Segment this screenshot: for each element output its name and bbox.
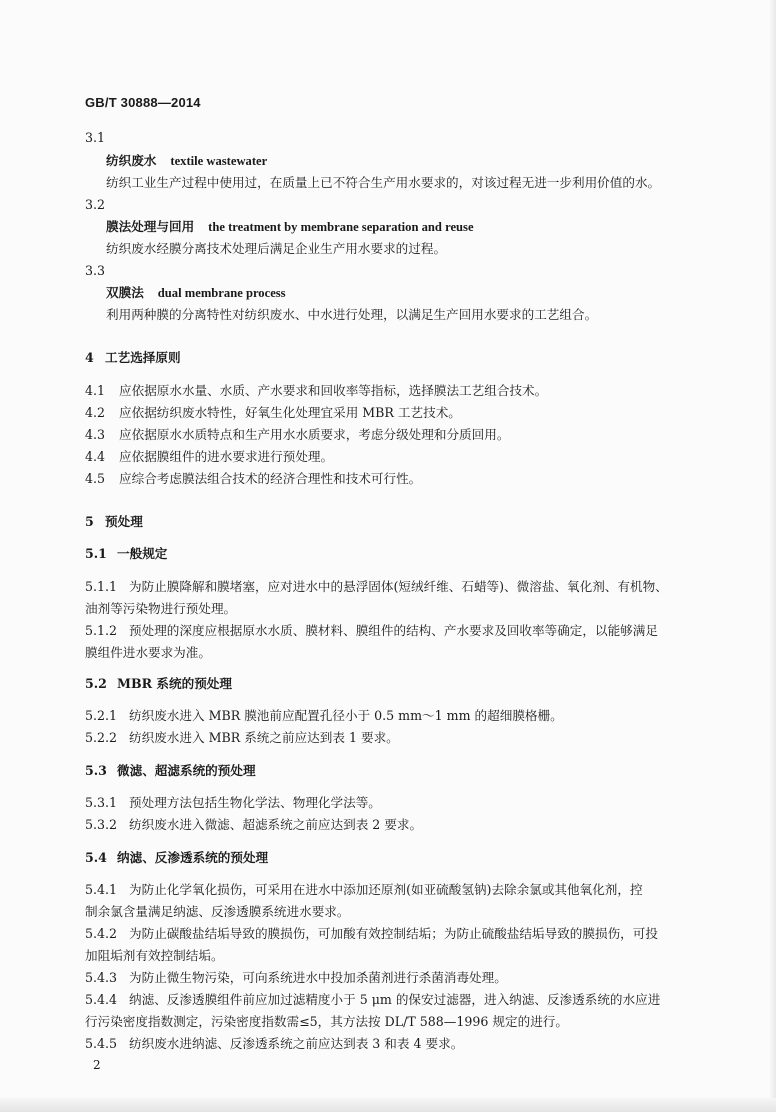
clause-number: 5.3.1 <box>85 795 118 810</box>
clause-continuation: 制余氯含量满足纳滤、反渗透膜系统进水要求。 <box>85 904 350 919</box>
term-chinese: 纺织废水 <box>106 153 157 168</box>
clause-text: 应依据纺织废水特性，好氧生化处理宜采用 MBR 工艺技术。 <box>119 405 461 420</box>
subsection-heading <box>85 673 705 695</box>
term-heading <box>106 150 726 172</box>
clause-number: 5.4.4 <box>85 992 118 1007</box>
term-number: 3.3 <box>85 263 106 278</box>
subsection-number: 5.4 <box>85 850 107 865</box>
term-chinese: 双膜法 <box>106 285 144 300</box>
clause-text: 应依据原水水量、水质、产水要求和回收率等指标，选择膜法工艺组合技术。 <box>119 383 548 398</box>
subsection-title: 微滤、超滤系统的预处理 <box>117 763 256 778</box>
term-heading <box>106 282 726 304</box>
clause <box>85 989 705 1011</box>
subsection-number: 5.2 <box>85 676 107 691</box>
subsection-title: 一般规定 <box>117 546 168 561</box>
clause-text: 纺织废水进入 MBR 膜池前应配置孔径小于 0.5 mm～1 mm 的超细膜格栅。 <box>129 708 563 723</box>
term-chinese: 膜法处理与回用 <box>106 219 195 234</box>
clause-text: 为防止化学氧化损伤，可采用在进水中添加还原剂(如亚硫酸氢钠)去除余氯或其他氧化剂，控 <box>129 882 643 897</box>
clause <box>85 620 705 642</box>
subsection-heading <box>85 847 705 869</box>
section-heading <box>85 511 705 533</box>
clause <box>85 792 705 814</box>
clause <box>85 923 705 945</box>
clause <box>85 576 705 598</box>
subsection-title: 纳滤、反渗透系统的预处理 <box>117 850 269 865</box>
clause <box>85 380 705 402</box>
subsection-number: 5.3 <box>85 763 107 778</box>
clause-number: 5.1.1 <box>85 579 118 594</box>
section-title: 预处理 <box>105 514 143 529</box>
clause-number: 5.3.2 <box>85 817 118 832</box>
page-number: 2 <box>93 1058 101 1072</box>
section-number: 4 <box>85 350 94 365</box>
clause-text: 纺织废水进纳滤、反渗透系统之前应达到表 3 和表 4 要求。 <box>129 1036 464 1051</box>
clause-continuation: 油剂等污染物进行预处理。 <box>85 601 237 616</box>
clause-text: 预处理方法包括生物化学法、物理化学法等。 <box>129 795 381 810</box>
clause <box>85 727 705 749</box>
page-edge-right <box>770 0 776 1112</box>
clause <box>85 1033 705 1055</box>
clause <box>85 446 705 468</box>
clause <box>85 424 705 446</box>
clause-number: 4.3 <box>85 427 106 442</box>
term-english: dual membrane process <box>157 286 286 300</box>
term-english: textile wastewater <box>170 154 268 168</box>
clause-continuation: 膜组件进水要求为准。 <box>85 645 211 660</box>
section-title: 工艺选择原则 <box>105 350 181 365</box>
clause-text: 为防止膜降解和膜堵塞，应对进水中的悬浮固体(短绒纤维、石蜡等)、微溶盐、氧化剂、有机物、 <box>129 579 668 594</box>
clause-number: 5.4.3 <box>85 970 118 985</box>
term-number: 3.1 <box>85 130 106 145</box>
clause-number: 5.2.2 <box>85 730 118 745</box>
term-definition: 纺织工业生产过程中使用过，在质量上已不符合生产用水要求的，对该过程无进一步利用价值的水。 <box>106 175 661 190</box>
clause <box>85 879 705 901</box>
clause <box>85 468 705 490</box>
section-heading <box>85 347 705 369</box>
clause-number: 4.5 <box>85 471 106 486</box>
clause-text: 纺织废水进入微滤、超滤系统之前应达到表 2 要求。 <box>129 817 423 832</box>
subsection-heading <box>85 543 705 565</box>
subsection-heading <box>85 760 705 782</box>
clause-number: 4.4 <box>85 449 106 464</box>
clause-number: 5.4.1 <box>85 882 118 897</box>
clause-continuation: 加阻垢剂有效控制结垢。 <box>85 948 224 963</box>
clause-continuation: 行污染密度指数测定，污染密度指数需≤5，其方法按 DL/T 588—1996 规定的进行。 <box>85 1014 568 1029</box>
term-definition: 纺织废水经膜分离技术处理后满足企业生产用水要求的过程。 <box>106 241 447 256</box>
clause-text: 纳滤、反渗透膜组件前应加过滤精度小于 5 μm 的保安过滤器，进入纳滤、反渗透系统的水应进 <box>129 992 661 1007</box>
clause <box>85 705 705 727</box>
clause-text: 应依据原水水质特点和生产用水水质要求，考虑分级处理和分质回用。 <box>119 427 510 442</box>
clause-number: 4.2 <box>85 405 106 420</box>
term-english: the treatment by membrane separation and reuse <box>208 220 474 234</box>
page-edge-bottom <box>0 1098 776 1112</box>
clause-text: 应依据膜组件的进水要求进行预处理。 <box>119 449 334 464</box>
clause-number: 4.1 <box>85 383 106 398</box>
clause <box>85 967 705 989</box>
term-number: 3.2 <box>85 197 106 212</box>
clause-text: 为防止碳酸盐结垢导致的膜损伤，可加酸有效控制结垢；为防止硫酸盐结垢导致的膜损伤，可投 <box>129 926 658 941</box>
term-heading <box>106 216 726 238</box>
clause-text: 应综合考虑膜法组合技术的经济合理性和技术可行性。 <box>119 471 422 486</box>
clause-text: 为防止微生物污染，可向系统进水中投加杀菌剂进行杀菌消毒处理。 <box>129 970 507 985</box>
clause <box>85 814 705 836</box>
clause <box>85 402 705 424</box>
term-definition: 利用两种膜的分离特性对纺织废水、中水进行处理，以满足生产回用水要求的工艺组合。 <box>106 307 598 322</box>
clause-text: 纺织废水进入 MBR 系统之前应达到表 1 要求。 <box>129 730 399 745</box>
subsection-title: MBR 系统的预处理 <box>117 676 232 691</box>
clause-text: 预处理的深度应根据原水水质、膜材料、膜组件的结构、产水要求及回收率等确定，以能够满足 <box>129 623 658 638</box>
subsection-number: 5.1 <box>85 546 107 561</box>
clause-number: 5.2.1 <box>85 708 118 723</box>
clause-number: 5.4.2 <box>85 926 118 941</box>
section-number: 5 <box>85 514 94 529</box>
clause-number: 5.1.2 <box>85 623 118 638</box>
standard-header: GB/T 30888—2014 <box>85 95 201 110</box>
clause-number: 5.4.5 <box>85 1036 118 1051</box>
